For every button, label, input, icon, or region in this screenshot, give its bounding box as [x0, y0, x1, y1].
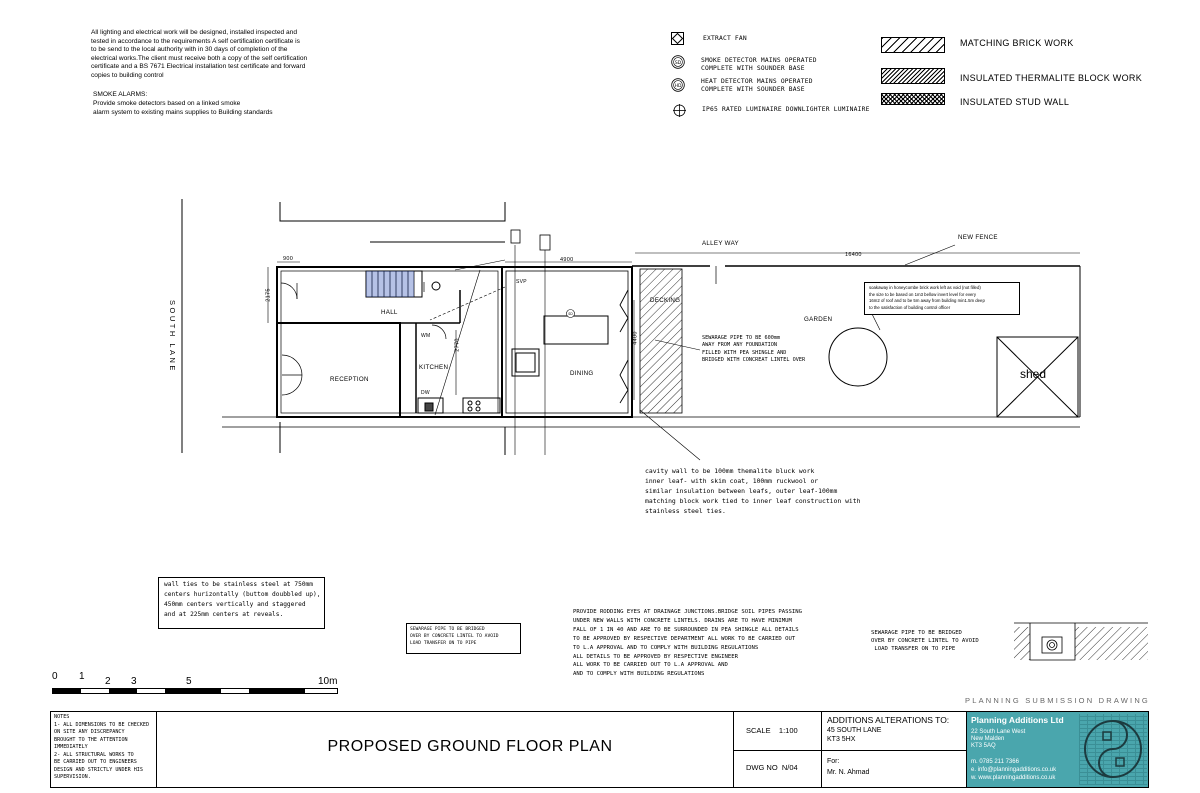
- drawing-title: PROPOSED GROUND FLOOR PLAN: [327, 738, 613, 755]
- room-kitchen: KITCHEN: [419, 364, 449, 371]
- smoke-detector-marker: [566, 305, 575, 314]
- company-email: e. info@planningadditions.co.uk: [971, 767, 1057, 773]
- wall-ties-note: wall ties to be stainless steel at 750mm centers hurizontally (buttom doubbled up), 450mm centers vertically and staggered and at 225mm centers at reveals.: [164, 581, 321, 618]
- sewer-bridge-note-2: SEWARAGE PIPE TO BE BRIDGED OVER BY CONCRETE LINTEL TO AVOID LOAD TRANSFER ON TO PIPE: [871, 630, 979, 652]
- svg-text:SD: SD: [674, 61, 682, 66]
- company-address: 22 South Lane West New Malden KT3 5AQ: [971, 729, 1026, 750]
- title-cell: [156, 712, 783, 787]
- title-block: [50, 711, 1149, 788]
- company-panel: [966, 712, 1148, 787]
- room-hall: HALL: [381, 309, 398, 316]
- general-notes: NOTES 1- ALL DIMENSIONS TO BE CHECKED ON SITE ANY DISCREPANCY BROUGHT TO THE ATTENTION IMMEDIATELY 2- ALL STRUCTURAL WORKS TO BE CARRIED OUT TO ENGINEERS DESIGN AND STRICTLY UNDER HIS SUPERVISION.: [54, 714, 150, 780]
- electrical-note: All lighting and electrical work will be designed, installed inspected and tested in accordance to the requirements A self certification certificate is to be send to the local authority with in 30 days of completion of the electrical works.The client must receive both a copy of the self certification certificate and a BS 7671 Electrical installation test certificate and forward copies to building control: [91, 29, 308, 79]
- dim-2175: 2175: [265, 288, 272, 302]
- room-dining: DINING: [570, 370, 594, 377]
- scale-label-3: 3: [131, 676, 137, 687]
- dim-2770: 2770: [454, 338, 461, 352]
- scale-label-5: 5: [186, 676, 192, 687]
- scale-cell: [733, 712, 821, 787]
- street-label: SOUTH LANE: [168, 300, 177, 373]
- client-label: For:: [827, 758, 840, 765]
- company-phone: m. 0785 211 7366: [971, 759, 1019, 765]
- new-fence-label: NEW FENCE: [958, 234, 998, 241]
- wall-ties-box: [158, 577, 325, 629]
- wm-label: WM: [421, 333, 431, 339]
- smoke-alarms-note: Provide smoke detectors based on a linked smoke alarm system to existing mains supplies to Building standards: [93, 100, 273, 116]
- dw-label: DW: [421, 390, 430, 396]
- scale-label-10m: 10m: [318, 676, 338, 687]
- company-web: w. www.planningadditions.co.uk: [971, 775, 1056, 781]
- alley-label: ALLEY WAY: [702, 240, 739, 247]
- scale-bar: [52, 688, 338, 694]
- soakaway-note: soakaway in honeycombe brick work left as void (not filled) the size to be based on 1m3 bellow invert level for every 16m2 of roof and to be 5m away from building min1.5m deep to the satisfaction of building control officer: [869, 285, 985, 310]
- scale-label-2: 2: [105, 676, 111, 687]
- dim-4400: 4400: [632, 331, 639, 345]
- submission-label: PLANNING SUBMISSION DRAWING: [965, 696, 1150, 705]
- room-reception: RECEPTION: [330, 376, 369, 383]
- legend-extract-fan: EXTRACT FAN: [703, 35, 747, 42]
- legend-stud-wall: INSULATED STUD WALL: [960, 97, 1070, 107]
- room-decking: DECKING: [650, 297, 681, 304]
- legend-heat-detector: HEAT DETECTOR MAINS OPERATED COMPLETE WITH SOUNDER BASE: [701, 78, 813, 94]
- dim-16400: 16400: [845, 252, 862, 258]
- dim-4900: 4900: [560, 257, 574, 263]
- drainage-note: PROVIDE RODDING EYES AT DRAINAGE JUNCTIONS.BRIDGE SOIL PIPES PASSING UNDER NEW WALLS WITH CONCRETE LINTELS. DRAINS ARE TO HAVE MINIMUM FALL OF 1 IN 40 AND ARE TO BE SURROUNDED IN PEA SHINGLE ALL DETAILS TO BE APPROVED BY RESPECTIVE DEPARTMENT ALL WORK TO BE CARRIED OUT TO L.A APPROVAL AND TO COMPLY WITH BUILDING REGULATIONS ALL DETAILS TO BE APPROVED BY RESPECTIVE ENGINEER ALL WORK TO BE CARRIED OUT TO L.A APPROVAL AND AND TO COMPLY WITH BUILDING REGULATIONS: [573, 609, 803, 678]
- legend-smoke-detector: SMOKE DETECTOR MAINS OPERATED COMPLETE WITH SOUNDER BASE: [701, 57, 817, 73]
- scale-text: SCALE 1:100: [746, 726, 798, 735]
- client-name: Mr. N. Ahmad: [827, 769, 870, 776]
- soakaway-note-box: [864, 282, 1020, 315]
- project-cell: [821, 712, 966, 787]
- dim-900: 900: [283, 256, 294, 262]
- cavity-wall-note: cavity wall to be 100mm themalite bluck work inner leaf- with skim coat, 100mm ruckwool or similar insulation between leafs, outer leaf-100mm matching block work tied to inner leaf construction with stainless steel ties.: [645, 467, 861, 515]
- sewarage-note: SEWARAGE PIPE TO BE 600mm AWAY FROM ANY FOUNDATION FILLED WITH PEA SHINGLE AND BRIDGED WITH CONCREAT LINTEL OVER: [702, 335, 806, 364]
- legend-matching-brick: MATCHING BRICK WORK: [960, 38, 1074, 48]
- dwg-no: DWG NO N/04: [746, 763, 798, 772]
- company-logo: [1079, 714, 1147, 785]
- scale-label-0: 0: [52, 671, 58, 682]
- legend-downlighter: IP65 RATED LUMINAIRE DOWNLIGHTER LUMINAIRE: [702, 106, 870, 113]
- smoke-alarms-heading: SMOKE ALARMS:: [93, 91, 148, 98]
- scale-label-1: 1: [79, 671, 85, 682]
- company-name: Planning Additions Ltd: [971, 715, 1064, 725]
- svp-label: SVP: [516, 279, 527, 285]
- svg-text:SD: SD: [568, 312, 573, 316]
- sewer-bridge-note-1: SEWARAGE PIPE TO BE BRIDGED OVER BY CONCRETE LINTEL TO AVOID LOAD TRANSFER ON TO PIPE: [410, 627, 499, 646]
- sewer-bridge-box: [406, 623, 521, 654]
- room-garden: GARDEN: [804, 316, 833, 323]
- project-heading: ADDITIONS ALTERATIONS TO:: [827, 715, 950, 725]
- room-shed: shed: [1020, 367, 1047, 381]
- svg-text:HD: HD: [674, 84, 682, 89]
- project-address: 45 SOUTH LANE KT3 5HX: [827, 727, 882, 743]
- legend-thermalite: INSULATED THERMALITE BLOCK WORK: [960, 73, 1142, 83]
